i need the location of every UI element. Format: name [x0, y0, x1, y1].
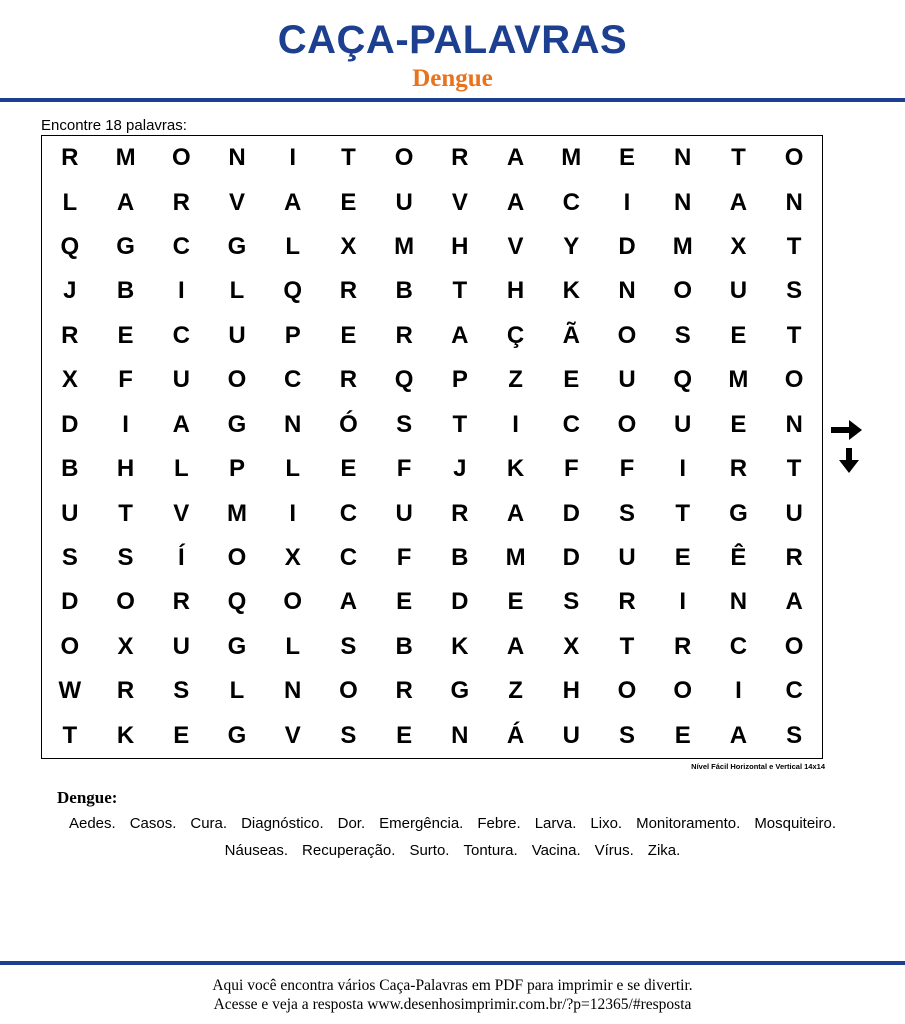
- grid-cell[interactable]: R: [172, 588, 190, 616]
- grid-cell[interactable]: F: [396, 544, 412, 572]
- grid-cell[interactable]: X: [340, 233, 357, 261]
- grid-cell[interactable]: F: [396, 455, 412, 483]
- grid-cell[interactable]: S: [117, 544, 134, 572]
- grid-cell[interactable]: E: [730, 321, 747, 349]
- grid-cell[interactable]: G: [729, 499, 748, 527]
- grid-cell[interactable]: A: [284, 188, 302, 216]
- grid-cell[interactable]: K: [451, 632, 469, 660]
- grid-cell[interactable]: A: [506, 499, 525, 527]
- grid-cell[interactable]: X: [563, 632, 580, 660]
- grid-cell[interactable]: R: [61, 321, 79, 349]
- grid-cell[interactable]: K: [562, 277, 580, 305]
- grid-cell[interactable]: O: [617, 410, 637, 438]
- grid-cell[interactable]: M: [505, 544, 526, 572]
- grid-cell[interactable]: C: [785, 677, 803, 705]
- grid-cell[interactable]: R: [395, 321, 413, 349]
- grid-cell[interactable]: C: [339, 544, 358, 572]
- top-divider: [0, 98, 905, 102]
- grid-cell[interactable]: S: [61, 544, 78, 572]
- word-search-board: [41, 135, 823, 759]
- grid-cell[interactable]: U: [618, 366, 636, 394]
- grid-cell[interactable]: Ã: [562, 321, 580, 349]
- grid-cell[interactable]: M: [728, 366, 749, 394]
- grid-cell[interactable]: N: [284, 677, 302, 705]
- grid-cell[interactable]: P: [284, 321, 301, 349]
- grid-cell[interactable]: V: [451, 188, 468, 216]
- word-list-item: Mosquiteiro.: [754, 815, 837, 832]
- grid-cell[interactable]: O: [617, 677, 637, 705]
- footer-line-2: Acesse e veja a resposta www.desenhosimprimir.com.br/?p=12365/#resposta: [213, 996, 692, 1013]
- grid-cell[interactable]: Á: [506, 721, 525, 749]
- word-list-item: Febre.: [477, 815, 521, 832]
- grid-cell[interactable]: F: [619, 455, 635, 483]
- grid-cell[interactable]: O: [673, 677, 693, 705]
- level-label: Nível Fácil Horizontal e Vertical 14x14: [691, 762, 825, 771]
- grid-cell[interactable]: K: [116, 721, 135, 749]
- grid-cell[interactable]: E: [340, 188, 357, 216]
- grid-cell[interactable]: J: [453, 455, 467, 483]
- grid-cell[interactable]: A: [451, 321, 469, 349]
- grid-cell[interactable]: Q: [227, 588, 247, 616]
- grid-cell[interactable]: E: [340, 321, 357, 349]
- grid-cell[interactable]: M: [226, 499, 247, 527]
- grid-cell[interactable]: G: [450, 677, 470, 705]
- grid-cell[interactable]: X: [61, 366, 78, 394]
- grid-cell[interactable]: E: [563, 366, 580, 394]
- grid-cell[interactable]: S: [340, 721, 357, 749]
- grid-cell[interactable]: G: [227, 721, 247, 749]
- grid-cell[interactable]: M: [561, 144, 582, 172]
- grid-cell[interactable]: A: [339, 588, 358, 616]
- grid-cell[interactable]: E: [674, 544, 691, 572]
- grid-cell[interactable]: V: [173, 499, 190, 527]
- word-list-item: Larva.: [534, 815, 577, 832]
- grid-cell[interactable]: E: [618, 144, 635, 172]
- grid-cell[interactable]: Q: [394, 366, 414, 394]
- grid-cell[interactable]: X: [117, 632, 134, 660]
- grid-cell[interactable]: T: [786, 233, 802, 261]
- grid-cell[interactable]: A: [116, 188, 135, 216]
- grid-cell[interactable]: R: [785, 544, 803, 572]
- grid-cell[interactable]: A: [172, 410, 190, 438]
- grid-cell[interactable]: A: [729, 721, 748, 749]
- grid-cell[interactable]: S: [786, 277, 803, 305]
- grid-cell[interactable]: R: [451, 499, 469, 527]
- grid-cell[interactable]: E: [730, 410, 747, 438]
- grid-cell[interactable]: H: [562, 677, 580, 705]
- grid-cell[interactable]: A: [729, 188, 748, 216]
- grid-cell[interactable]: B: [451, 544, 469, 572]
- grid-cell[interactable]: C: [339, 499, 358, 527]
- arrow-right-icon: [831, 420, 862, 440]
- grid-cell[interactable]: T: [452, 410, 468, 438]
- grid-cell[interactable]: M: [115, 144, 136, 172]
- grid-cell[interactable]: I: [679, 588, 687, 616]
- grid-cell[interactable]: N: [674, 188, 692, 216]
- grid-cell[interactable]: S: [674, 321, 691, 349]
- grid-cell[interactable]: R: [451, 144, 469, 172]
- word-list-heading: Dengue:: [57, 788, 118, 807]
- grid-cell[interactable]: H: [116, 455, 135, 483]
- grid-cell[interactable]: D: [61, 588, 79, 616]
- grid-cell[interactable]: S: [618, 499, 635, 527]
- grid-cell[interactable]: L: [285, 233, 301, 261]
- grid-cell[interactable]: N: [785, 410, 803, 438]
- grid-cell[interactable]: K: [506, 455, 525, 483]
- grid-cell[interactable]: V: [507, 233, 524, 261]
- grid-cell[interactable]: T: [62, 721, 78, 749]
- grid-cell[interactable]: R: [172, 188, 190, 216]
- grid-cell[interactable]: E: [507, 588, 524, 616]
- grid-cell[interactable]: I: [289, 499, 297, 527]
- grid-cell[interactable]: R: [674, 632, 692, 660]
- grid-cell[interactable]: R: [339, 277, 358, 305]
- grid-cell[interactable]: P: [451, 366, 468, 394]
- grid-cell[interactable]: T: [786, 321, 802, 349]
- grid-cell[interactable]: U: [785, 499, 803, 527]
- grid-cell[interactable]: I: [623, 188, 631, 216]
- grid-cell[interactable]: U: [562, 721, 580, 749]
- grid-cell[interactable]: B: [395, 632, 413, 660]
- grid-cell[interactable]: S: [563, 588, 580, 616]
- grid-cell[interactable]: C: [172, 233, 190, 261]
- grid-cell[interactable]: O: [784, 632, 804, 660]
- grid-cell[interactable]: U: [61, 499, 79, 527]
- grid-cell[interactable]: G: [116, 233, 135, 261]
- grid-cell[interactable]: L: [62, 188, 78, 216]
- grid-cell[interactable]: R: [339, 366, 358, 394]
- grid-cell[interactable]: E: [674, 721, 691, 749]
- word-list-item: Náuseas.: [224, 842, 289, 859]
- grid-cell[interactable]: P: [228, 455, 245, 483]
- arrow-down-icon: [839, 448, 859, 473]
- grid-cell[interactable]: L: [285, 632, 301, 660]
- grid-cell[interactable]: I: [122, 410, 129, 438]
- grid-cell[interactable]: U: [729, 277, 748, 305]
- grid-cell[interactable]: U: [228, 321, 246, 349]
- page-title: CAÇA-PALAVRAS: [277, 18, 628, 62]
- word-list-item: Aedes.: [68, 815, 116, 832]
- grid-cell[interactable]: B: [395, 277, 413, 305]
- word-list-item: Tontura.: [463, 842, 518, 859]
- grid-cell[interactable]: Y: [563, 233, 580, 261]
- grid-cell[interactable]: S: [340, 632, 357, 660]
- grid-cell[interactable]: S: [396, 410, 413, 438]
- grid-cell[interactable]: L: [229, 677, 245, 705]
- grid-cell[interactable]: Ç: [506, 321, 525, 349]
- grid-cell[interactable]: D: [618, 233, 636, 261]
- grid-cell[interactable]: V: [284, 721, 301, 749]
- grid-cell[interactable]: E: [396, 588, 413, 616]
- page-subtitle: Dengue: [412, 65, 493, 92]
- word-list-item: Casos.: [129, 815, 177, 832]
- grid-cell[interactable]: N: [674, 144, 692, 172]
- word-list-item: Vacina.: [531, 842, 581, 859]
- grid-cell[interactable]: X: [284, 544, 301, 572]
- grid-cell[interactable]: T: [118, 499, 133, 527]
- grid-cell[interactable]: N: [729, 588, 748, 616]
- grid-cell[interactable]: M: [672, 233, 693, 261]
- word-list-item: Monitoramento.: [636, 815, 741, 832]
- letter-grid: [42, 136, 822, 758]
- grid-cell[interactable]: I: [679, 455, 687, 483]
- grid-cell[interactable]: C: [562, 410, 580, 438]
- grid-cell[interactable]: U: [172, 366, 190, 394]
- grid-cell[interactable]: N: [618, 277, 636, 305]
- grid-cell[interactable]: A: [506, 632, 525, 660]
- grid-cell[interactable]: O: [60, 632, 80, 660]
- grid-cell[interactable]: L: [285, 455, 301, 483]
- grid-cell[interactable]: G: [227, 632, 247, 660]
- footer: [0, 976, 905, 1014]
- grid-cell[interactable]: E: [396, 721, 413, 749]
- word-list-item: Emergência.: [379, 815, 464, 832]
- grid-cell[interactable]: O: [673, 277, 693, 305]
- grid-cell[interactable]: O: [283, 588, 303, 616]
- grid-cell[interactable]: I: [735, 677, 742, 705]
- grid-cell[interactable]: O: [227, 544, 247, 572]
- grid-cell[interactable]: N: [228, 144, 246, 172]
- grid-cell[interactable]: C: [172, 321, 190, 349]
- grid-cell[interactable]: A: [506, 144, 525, 172]
- grid-cell[interactable]: H: [451, 233, 469, 261]
- grid-cell[interactable]: Ó: [339, 410, 358, 438]
- grid-cell[interactable]: O: [116, 588, 135, 616]
- grid-cell[interactable]: M: [394, 233, 415, 261]
- word-list-item: Diagnóstico.: [241, 815, 324, 832]
- grid-cell[interactable]: Í: [177, 544, 185, 572]
- word-list-item: Surto.: [409, 842, 450, 859]
- footer-line-1: Aqui você encontra vários Caça-Palavras em PDF para imprimir e se divertir.: [212, 977, 693, 994]
- word-list-item: Vírus.: [594, 842, 634, 859]
- grid-cell[interactable]: I: [512, 410, 519, 438]
- grid-cell[interactable]: R: [61, 144, 79, 172]
- grid-cell[interactable]: R: [618, 588, 636, 616]
- grid-cell[interactable]: Z: [508, 366, 523, 394]
- grid-cell[interactable]: N: [785, 188, 803, 216]
- grid-cell[interactable]: I: [289, 144, 297, 172]
- grid-cell[interactable]: R: [116, 677, 135, 705]
- direction-icons: [829, 418, 865, 476]
- grid-cell[interactable]: B: [61, 455, 79, 483]
- grid-cell[interactable]: R: [395, 677, 413, 705]
- grid-cell[interactable]: Ê: [730, 544, 747, 572]
- grid-cell[interactable]: E: [117, 321, 134, 349]
- grid-cell[interactable]: T: [341, 144, 356, 172]
- grid-cell[interactable]: Q: [673, 366, 693, 394]
- grid-cell[interactable]: J: [63, 277, 77, 305]
- grid-cell[interactable]: U: [172, 632, 190, 660]
- grid-cell[interactable]: H: [506, 277, 525, 305]
- grid-cell[interactable]: C: [729, 632, 748, 660]
- grid-cell[interactable]: L: [173, 455, 189, 483]
- grid-cell[interactable]: Z: [508, 677, 523, 705]
- grid-cell[interactable]: D: [562, 544, 580, 572]
- grid-cell[interactable]: T: [675, 499, 691, 527]
- grid-cell[interactable]: C: [284, 366, 302, 394]
- grid-cell[interactable]: T: [619, 632, 635, 660]
- grid-cell[interactable]: T: [786, 455, 802, 483]
- grid-cell[interactable]: S: [618, 721, 635, 749]
- grid-cell[interactable]: T: [452, 277, 468, 305]
- grid-cell[interactable]: Q: [283, 277, 303, 305]
- word-list-item: Cura.: [190, 815, 228, 832]
- grid-cell[interactable]: X: [730, 233, 747, 261]
- grid-cell[interactable]: B: [116, 277, 135, 305]
- bottom-divider: [0, 961, 905, 965]
- grid-cell[interactable]: O: [171, 144, 191, 172]
- grid-cell[interactable]: N: [284, 410, 302, 438]
- grid-cell[interactable]: D: [562, 499, 580, 527]
- grid-cell[interactable]: D: [61, 410, 79, 438]
- grid-cell[interactable]: Q: [60, 233, 80, 261]
- grid-cell[interactable]: N: [451, 721, 469, 749]
- grid-cell[interactable]: V: [228, 188, 245, 216]
- grid-cell[interactable]: O: [339, 677, 358, 705]
- grid-cell[interactable]: W: [58, 677, 82, 705]
- grid-cell[interactable]: G: [227, 233, 247, 261]
- grid-cell[interactable]: U: [395, 499, 413, 527]
- word-list: [40, 810, 865, 864]
- grid-cell[interactable]: O: [394, 144, 414, 172]
- grid-cell[interactable]: L: [229, 277, 245, 305]
- grid-cell[interactable]: T: [731, 144, 746, 172]
- grid-cell[interactable]: O: [227, 366, 247, 394]
- grid-cell[interactable]: S: [173, 677, 190, 705]
- grid-cell[interactable]: U: [395, 188, 413, 216]
- grid-cell[interactable]: C: [562, 188, 580, 216]
- word-list-item: Dor.: [337, 815, 366, 832]
- grid-cell[interactable]: A: [785, 588, 803, 616]
- grid-cell[interactable]: E: [173, 721, 190, 749]
- word-list-item: Zika.: [647, 842, 681, 859]
- grid-cell[interactable]: A: [506, 188, 525, 216]
- grid-cell[interactable]: O: [617, 321, 637, 349]
- grid-cell[interactable]: U: [674, 410, 692, 438]
- grid-cell[interactable]: O: [784, 366, 804, 394]
- word-list-item: Lixo.: [590, 815, 623, 832]
- grid-cell[interactable]: F: [563, 455, 579, 483]
- instruction-text: Encontre 18 palavras:: [41, 117, 187, 134]
- grid-cell[interactable]: U: [618, 544, 636, 572]
- grid-cell[interactable]: G: [227, 410, 247, 438]
- grid-cell[interactable]: F: [118, 366, 133, 394]
- grid-cell[interactable]: D: [451, 588, 469, 616]
- grid-cell[interactable]: R: [729, 455, 748, 483]
- grid-cell[interactable]: O: [784, 144, 804, 172]
- grid-cell[interactable]: E: [340, 455, 357, 483]
- grid-cell[interactable]: I: [177, 277, 185, 305]
- word-list-item: Recuperação.: [302, 842, 396, 859]
- grid-cell[interactable]: S: [786, 721, 803, 749]
